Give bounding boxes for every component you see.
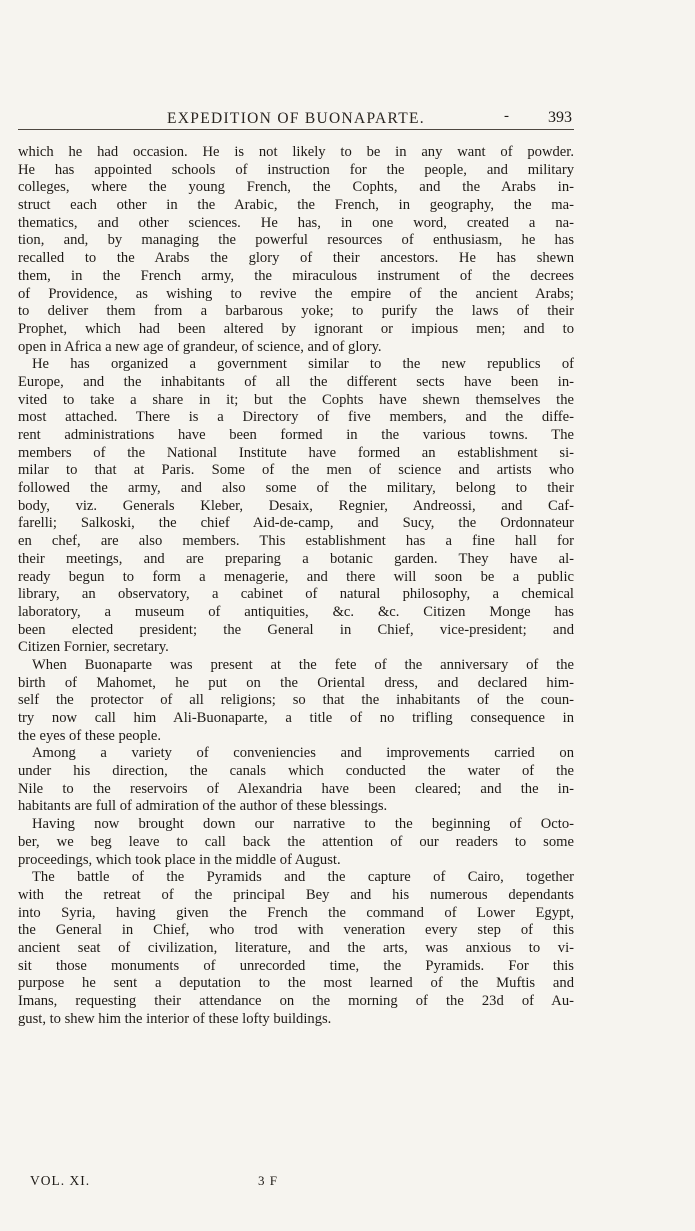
text-line: Nile to the reservoirs of Alexandria have been cleared; and the in-	[18, 780, 574, 797]
text-line: tion, and, by managing the powerful resources of enthusiasm, he has	[18, 232, 574, 249]
header-dash: -	[504, 108, 509, 124]
page-footer	[30, 1173, 570, 1193]
text-line: the General in Chief, who trod with veneration every step of this	[18, 922, 574, 939]
text-line: Imans, requesting their attendance on the morning of the 23d of Au-	[18, 993, 574, 1009]
paragraph	[18, 869, 574, 1028]
header-rule	[18, 129, 574, 130]
text-line: them, in the French army, the miraculous instrument of the decrees	[18, 267, 574, 284]
paragraph	[18, 745, 574, 816]
text-line: body, viz. Generals Kleber, Desaix, Regnier, Andreossi, and Caf-	[18, 497, 574, 514]
page-header	[18, 104, 574, 130]
text-line: try now call him Ali-Buonaparte, a title of no trifling consequence in	[18, 710, 574, 726]
text-line: been elected president; the General in Chief, vice-president; and	[18, 621, 574, 638]
paragraph	[18, 657, 574, 745]
text-line: to deliver them from a barbarous yoke; to purify the laws of their	[18, 303, 574, 320]
text-line: into Syria, having given the French the command of Lower Egypt,	[18, 904, 574, 921]
text-line: sit those monuments of unrecorded time, the Pyramids. For this	[18, 957, 574, 974]
text-line: with the retreat of the principal Bey and his numerous dependants	[18, 886, 574, 903]
text-line: He has organized a government similar to the new republics of	[32, 356, 574, 373]
text-line: milar to that at Paris. Some of the men of science and artists who	[18, 462, 574, 479]
text-line: purpose he sent a deputation to the most learned of the Muftis and	[18, 975, 574, 992]
text-line: rent administrations have been formed in the various towns. The	[18, 427, 574, 443]
text-line: The battle of the Pyramids and the capture of Cairo, together	[32, 869, 574, 886]
running-title: EXPEDITION OF BUONAPARTE.	[167, 110, 425, 127]
text-line: ber, we beg leave to call back the attention of our readers to some	[18, 833, 574, 850]
text-line: vited to take a share in it; but the Cophts have shewn themselves the	[18, 391, 574, 408]
text-line: proceedings, which took place in the middle of August.	[18, 851, 341, 868]
text-line: en chef, are also members. This establishment has a fine hall for	[18, 533, 574, 550]
text-line: self the protector of all religions; so that the inhabitants of the coun-	[18, 692, 574, 709]
text-line: Prophet, which had been altered by ignorant or impious men; and to	[18, 320, 574, 337]
text-line: habitants are full of admiration of the author of these blessings.	[18, 798, 388, 815]
text-line: their meetings, and are preparing a botanic garden. They have al-	[18, 550, 574, 567]
text-line: library, an observatory, a cabinet of natural philosophy, a chemical	[18, 586, 574, 603]
volume-label: VOL. XI.	[30, 1173, 91, 1188]
text-line: of Providence, as wishing to revive the empire of the ancient Arabs;	[18, 285, 574, 302]
body-text	[18, 144, 574, 1028]
text-line: colleges, where the young French, the Cophts, and the Arabs in-	[18, 179, 574, 196]
text-line: most attached. There is a Directory of five members, and the diffe-	[18, 409, 574, 426]
text-line: ready begun to form a menagerie, and there will soon be a public	[18, 568, 574, 585]
text-line: Among a variety of conveniencies and improvements carried on	[32, 745, 574, 762]
text-line: ancient seat of civilization, literature, and the arts, was anxious to vi-	[18, 939, 574, 956]
text-line: which he had occasion. He is not likely to be in any want of powder.	[18, 144, 574, 160]
text-line: recalled to the Arabs the glory of their ancestors. He has shewn	[18, 250, 574, 267]
text-line: Having now brought down our narrative to the beginning of Octo-	[32, 816, 574, 833]
text-line: When Buonaparte was present at the fete of the anniversary of the	[32, 656, 574, 673]
text-line: thematics, and other sciences. He has, in one word, created a na-	[18, 214, 574, 231]
text-line: the eyes of these people.	[18, 727, 162, 744]
text-line: struct each other in the Arabic, the French, in geography, the ma-	[18, 197, 574, 214]
text-line: farelli; Salkoski, the chief Aid-de-camp, and Sucy, the Ordonnateur	[18, 515, 574, 532]
text-line: open in Africa a new age of grandeur, of science, and of glory.	[18, 338, 382, 355]
text-line: birth of Mahomet, he put on the Oriental dress, and declared him-	[18, 674, 574, 691]
text-line: gust, to shew him the interior of these lofty buildings.	[18, 1010, 332, 1027]
paragraph	[18, 356, 574, 657]
text-line: Europe, and the inhabitants of all the different sects have been in-	[18, 373, 574, 390]
text-line: He has appointed schools of instruction for the people, and military	[18, 161, 574, 178]
text-line: under his direction, the canals which conducted the water of the	[18, 763, 574, 780]
text-line: laboratory, a museum of antiquities, &c. &c. Citizen Monge has	[18, 603, 574, 620]
text-line: members of the National Institute have formed an establishment si-	[18, 444, 574, 461]
text-line: Citizen Fornier, secretary.	[18, 639, 169, 656]
signature-mark: 3 F	[258, 1173, 278, 1188]
text-line: followed the army, and also some of the military, belong to their	[18, 480, 574, 497]
paragraph	[18, 816, 574, 869]
page-number: 393	[548, 109, 572, 126]
paragraph	[18, 144, 574, 356]
